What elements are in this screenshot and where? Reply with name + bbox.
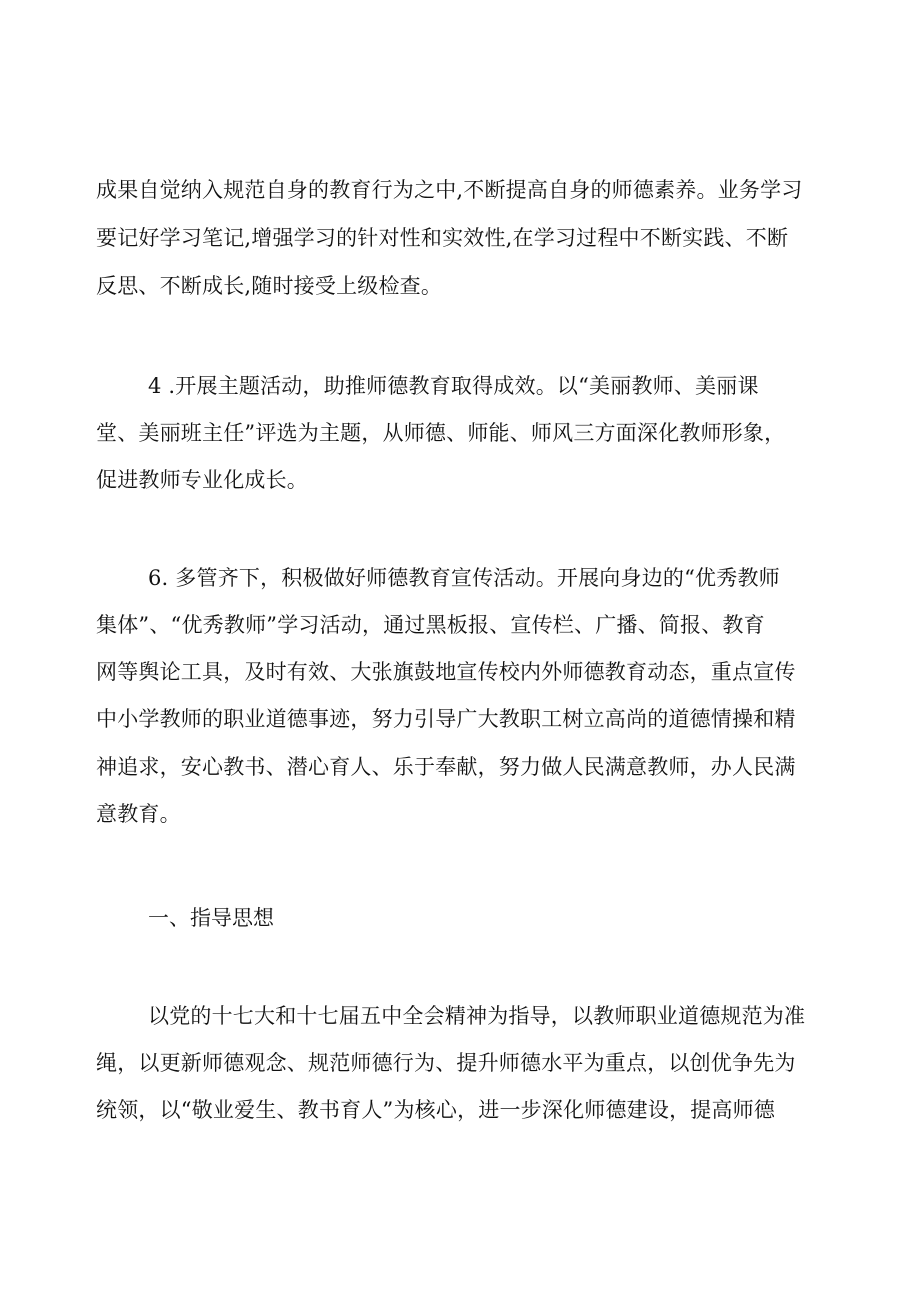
paragraph-4-line-1: 以党的十七大和十七届五中全会精神为指导，以教师职业道德规范为准 xyxy=(148,1004,806,1028)
paragraph-3-line-2: 集体”、“优秀教师”学习活动，通过黑板报、宣传栏、广播、简报、教育 xyxy=(96,613,765,637)
paragraph-3-line-4: 中小学教师的职业道德事迹，努力引导广大教职工树立高尚的道德情操和精 xyxy=(96,707,796,731)
paragraph-2-line-2: 堂、美丽班主任”评选为主题，从师德、师能、师风三方面深化教师形象， xyxy=(96,421,786,445)
paragraph-3-line-6: 意教育。 xyxy=(96,802,181,826)
paragraph-2-line-1: 4 .开展主题活动，助推师德教育取得成效。以“美丽教师、美丽课 xyxy=(148,374,759,398)
paragraph-3-line-5: 神追求，安心教书、潜心育人、乐于奉献，努力做人民满意教师，办人民满 xyxy=(96,755,796,779)
paragraph-4-line-2: 绳，以更新师德观念、规范师德行为、提升师德水平为重点，以创优争先为 xyxy=(96,1051,796,1075)
paragraph-3-line-3: 网等舆论工具，及时有效、大张旗鼓地宣传校内外师德教育动态，重点宣传 xyxy=(96,660,796,684)
paragraph-2-line-3: 促进教师专业化成长。 xyxy=(96,468,308,492)
paragraph-3-line-1: 6. 多管齐下，积极做好师德教育宣传活动。开展向身边的“优秀教师 xyxy=(148,566,780,590)
paragraph-1-line-2: 要记好学习笔记,增强学习的针对性和实效性,在学习过程中不断实践、不断 xyxy=(96,226,789,250)
paragraph-1-line-3: 反思、不断成长,随时接受上级检查。 xyxy=(96,274,443,298)
paragraph-4-line-3: 统领，以“敬业爱生、教书育人”为核心，进一步深化师德建设，提高师德 xyxy=(96,1098,776,1122)
section-heading: 一、指导思想 xyxy=(148,906,274,930)
paragraph-1-line-1: 成果自觉纳入规范自身的教育行为之中,不断提高自身的师德素养。业务学习 xyxy=(96,178,803,202)
